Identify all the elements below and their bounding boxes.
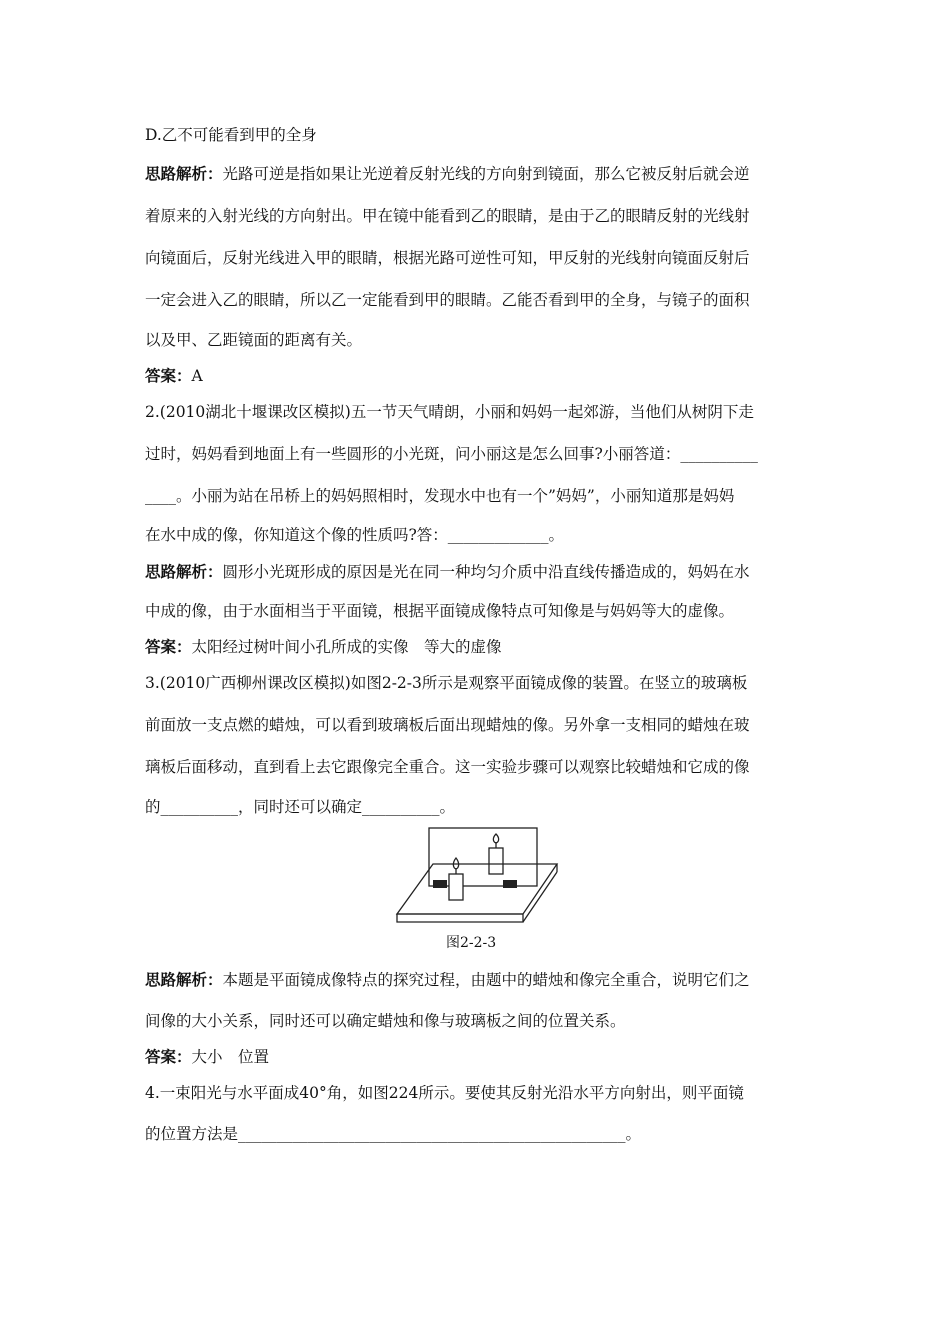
glass-clamp-left [433,880,447,888]
question-2-line [145,402,754,422]
text-span: 前面放一支点燃的蜡烛，可以看到玻璃板后面出现蜡烛的像。另外拿一支相同的蜡烛在玻 [145,716,750,734]
text-line [145,601,734,621]
analysis-3-line [145,970,750,990]
text-line [145,715,750,735]
answer-label: 答案： [145,637,192,656]
text-line [145,444,758,464]
option-d-text: D.乙不可能看到甲的全身 [145,126,317,144]
text-span: 着原来的入射光线的方向射出。甲在镜中能看到乙的眼睛，是由于乙的眼睛反射的光线射 [145,207,750,225]
analysis-text: 圆形小光斑形成的原因是光在同一种均匀介质中沿直线传播造成的，妈妈在水 [222,563,750,581]
analysis-2-line [145,562,750,582]
question-text: 4.一束阳光与水平面成40°角，如图224所示。要使其反射光沿水平方向射出，则平面镜 [145,1084,744,1102]
text-span: 中成的像，由于水面相当于平面镜，根据平面镜成像特点可知像是与妈妈等大的虚像。 [145,602,735,620]
answer-label: 答案： [145,1047,192,1066]
text-span: 以及甲、乙距镜面的距离有关。 [145,331,363,349]
text-line [145,1124,641,1144]
glass-plate [429,828,537,886]
question-4-line [145,1083,744,1103]
text-line [145,290,750,310]
answer-label: 答案： [145,366,192,385]
text-span: 在水中成的像，你知道这个像的性质吗?答：_____________。 [145,526,565,544]
text-span: 璃板后面移动，直到看上去它跟像完全重合。这一实验步骤可以观察比较蜡烛和它成的像 [145,758,750,776]
text-span: 过时，妈妈看到地面上有一些圆形的小光斑，问小丽这是怎么回事?小丽答道：__________ [145,445,758,463]
text-line [145,525,564,545]
base-board-edge [397,914,523,922]
answer-text: A [191,367,203,385]
lit-candle [449,874,463,900]
figure-caption: 图2-2-3 [446,935,497,951]
analysis-label: 思路解析： [145,970,223,989]
text-line [145,1011,626,1031]
candle-image [489,848,503,874]
text-line [145,206,750,226]
text-span: ____。小丽为站在吊桥上的妈妈照相时，发现水中也有一个”妈妈”，小丽知道那是妈妈 [145,487,735,505]
question-text: 3.(2010广西柳州课改区模拟)如图2-2-3所示是观察平面镜成像的装置。在竖立的玻璃板 [145,674,748,692]
text-line [145,757,750,777]
analysis-label: 思路解析： [145,562,223,581]
text-span: 一定会进入乙的眼睛，所以乙一定能看到甲的眼睛。乙能否看到甲的全身，与镜子的面积 [145,291,750,309]
option-d-line [145,125,317,145]
text-span: 的位置方法是__________________________________________________。 [145,1125,642,1143]
analysis-text: 本题是平面镜成像特点的探究过程，由题中的蜡烛和像完全重合，说明它们之 [222,971,750,989]
text-line [145,797,455,817]
answer-text: 太阳经过树叶间小孔所成的实像 等大的虚像 [191,638,502,656]
answer-text: 大小 位置 [191,1048,270,1066]
text-line [145,330,362,350]
question-3-line [145,673,747,693]
answer-3-line [145,1047,269,1067]
glass-clamp-right [503,880,517,888]
text-span: 向镜面后，反射光线进入甲的眼睛，根据光路可逆性可知，甲反射的光线射向镜面反射后 [145,249,750,267]
answer-1-line [145,366,203,386]
analysis-text: 光路可逆是指如果让光逆着反射光线的方向射到镜面，那么它被反射后就会逆 [222,165,750,183]
analysis-1-line [145,164,750,184]
answer-2-line [145,637,502,657]
text-span: 间像的大小关系，同时还可以确定蜡烛和像与玻璃板之间的位置关系。 [145,1012,626,1030]
text-span: 的__________，同时还可以确定__________。 [145,798,456,816]
mirror-experiment-figure [393,826,559,924]
question-text: 2.(2010湖北十堰课改区模拟)五一节天气晴朗，小丽和妈妈一起郊游，当他们从树阴下走 [145,403,754,421]
analysis-label: 思路解析： [145,164,223,183]
candle-image-flame [493,834,498,843]
text-line [145,486,734,506]
text-line [145,248,750,268]
